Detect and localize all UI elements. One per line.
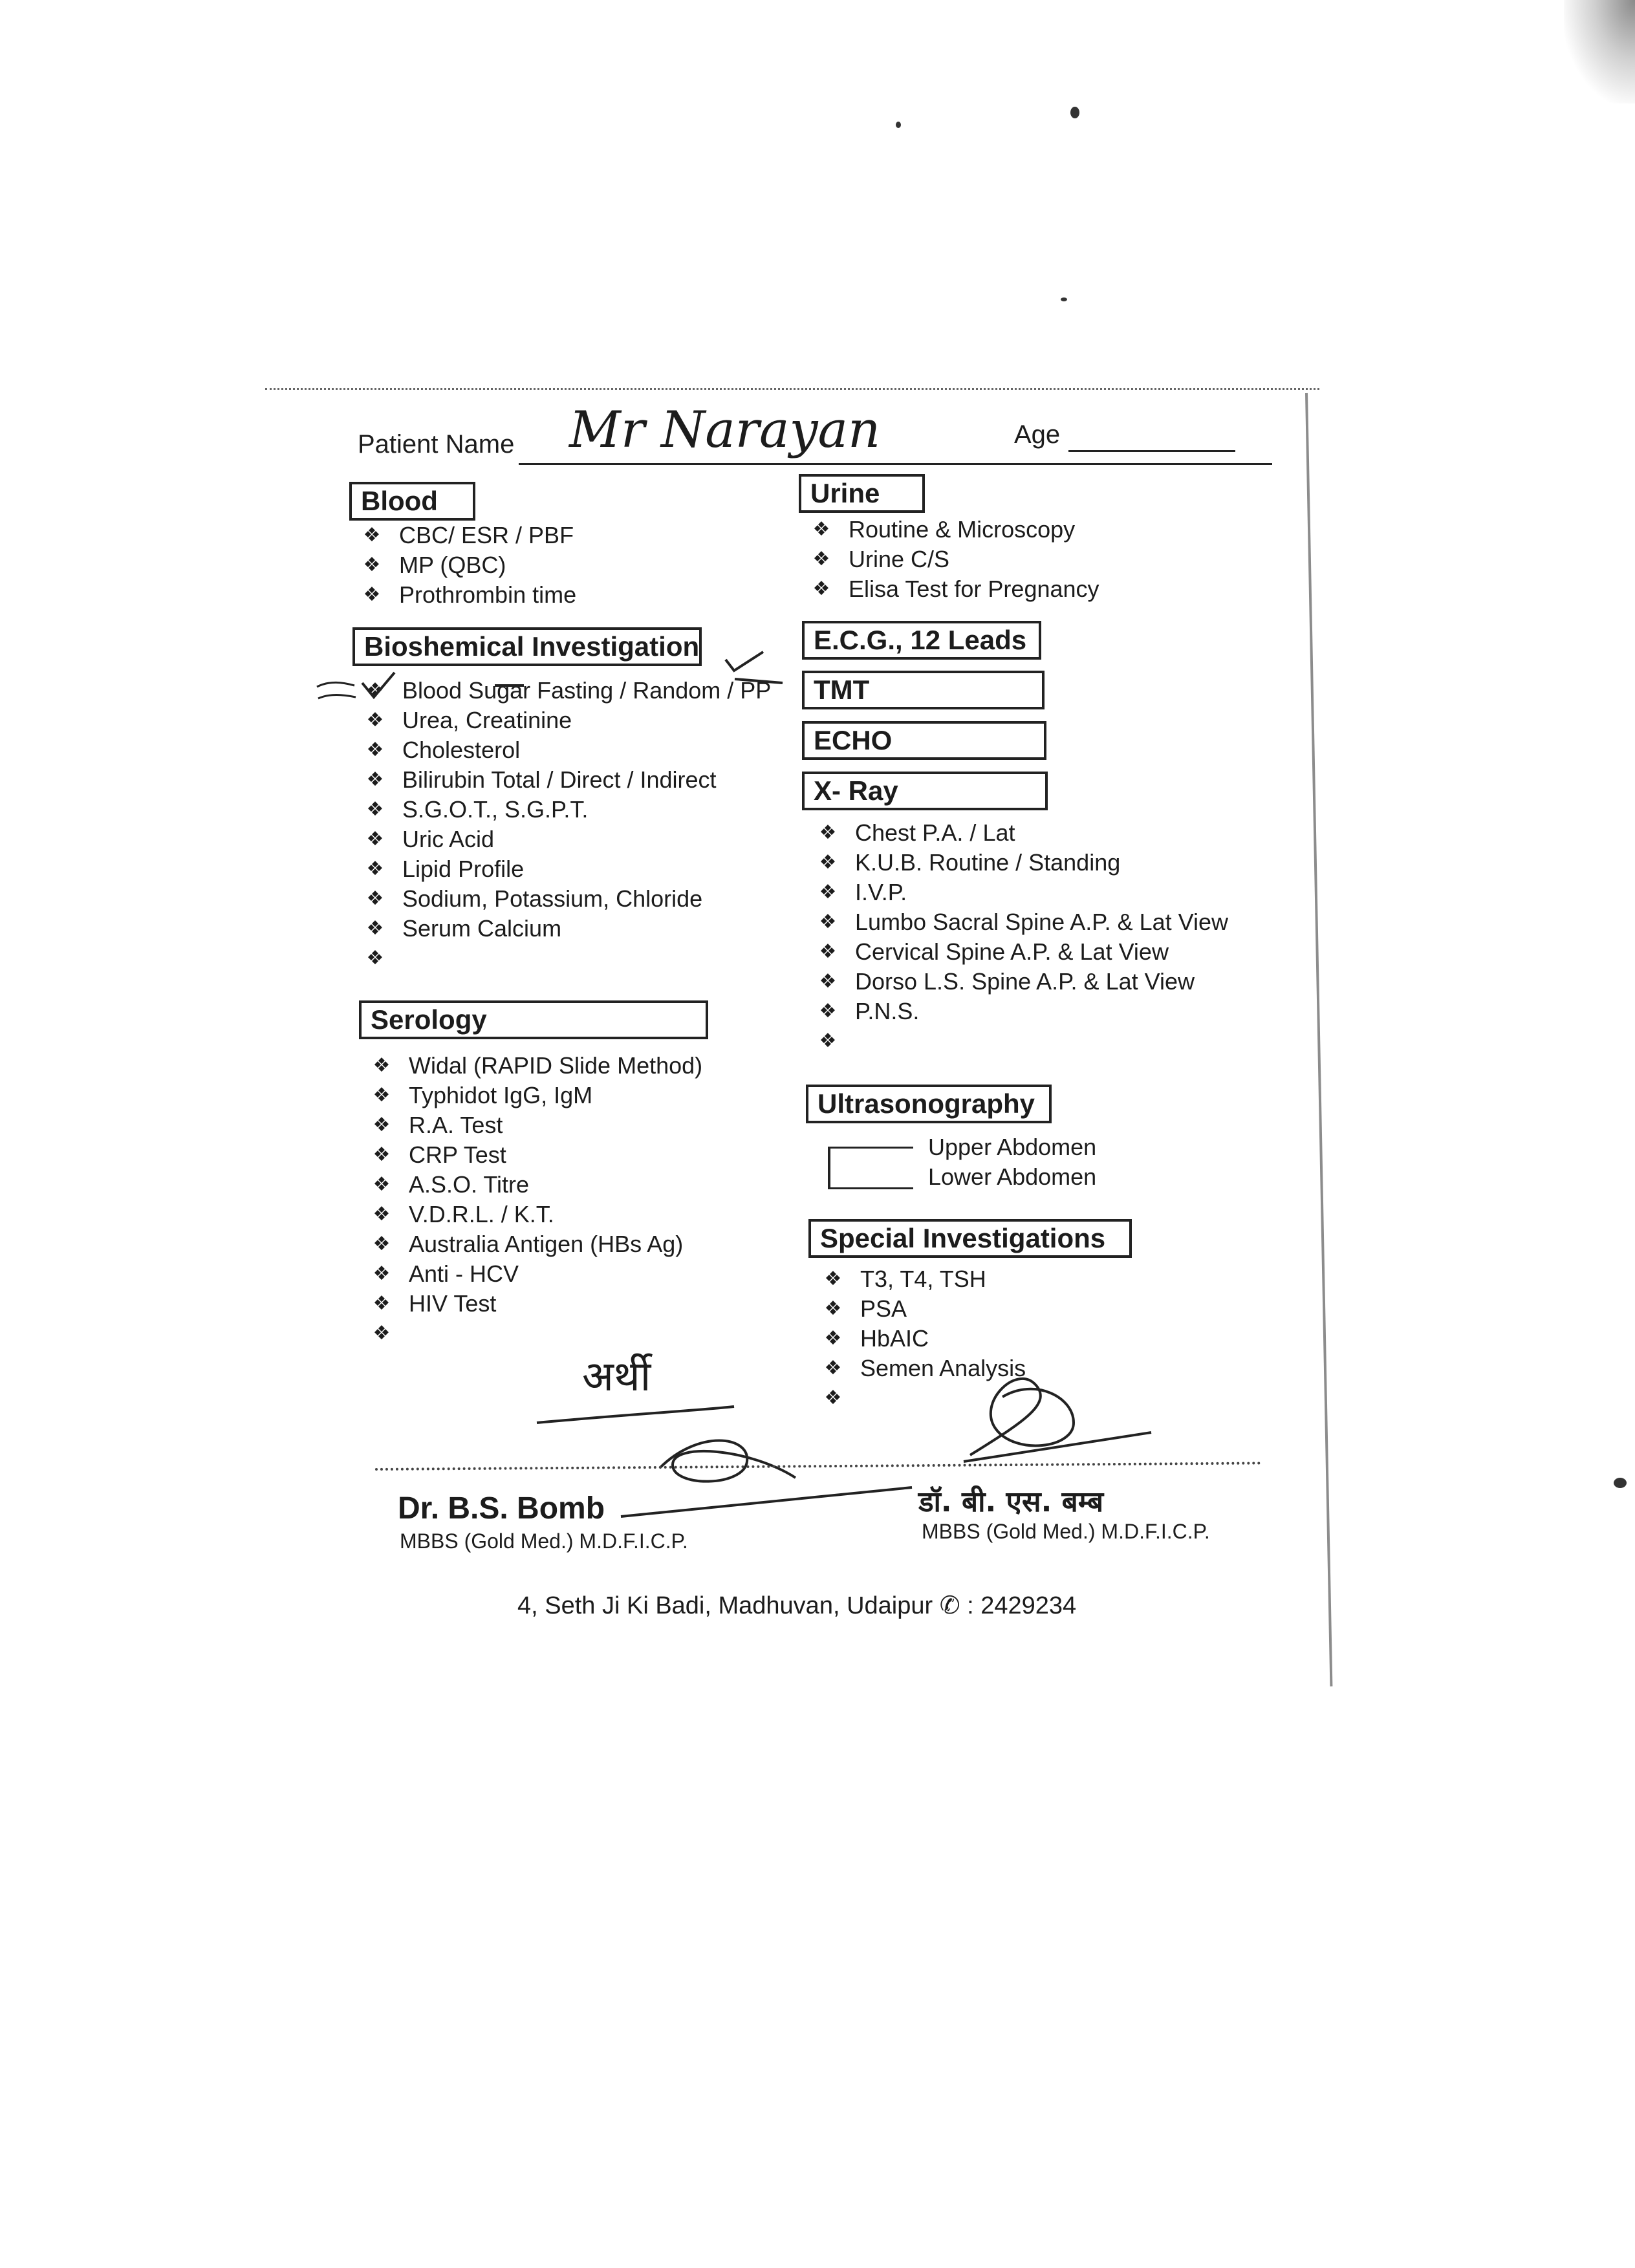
- list-item[interactable]: ❖ R.A. Test: [369, 1110, 702, 1140]
- list-item[interactable]: ❖ Uric Acid: [362, 825, 771, 854]
- list-item[interactable]: ❖ Bilirubin Total / Direct / Indirect: [362, 765, 771, 795]
- doctor-name-english: Dr. B.S. Bomb: [398, 1491, 605, 1526]
- bullet-icon: ❖: [366, 947, 384, 969]
- doctor-qualifications-hindi-side: MBBS (Gold Med.) M.D.F.I.C.P.: [922, 1520, 1210, 1543]
- bullet-icon: ❖: [819, 821, 837, 844]
- list-item[interactable]: ❖ Urine C/S: [808, 545, 1099, 574]
- scan-speck: [1614, 1478, 1627, 1488]
- list-item[interactable]: ❖ HIV Test: [369, 1289, 702, 1319]
- list-item[interactable]: ❖ V.D.R.L. / K.T.: [369, 1200, 702, 1229]
- list-item[interactable]: ❖ MP (QBC): [359, 550, 576, 580]
- signature-left: [621, 1441, 912, 1517]
- bullet-icon: ❖: [366, 709, 384, 731]
- clinic-address: 4, Seth Ji Ki Badi, Madhuvan, Udaipur ✆ : 2429234: [517, 1592, 1077, 1619]
- list-item[interactable]: ❖ Lipid Profile: [362, 854, 771, 884]
- bullet-icon: ❖: [363, 524, 381, 546]
- section-ultrasonography-title: Ultrasonography: [806, 1085, 1052, 1123]
- ultrasonography-upper[interactable]: Upper Abdomen: [928, 1134, 1097, 1160]
- bullet-icon: ❖: [363, 583, 381, 606]
- section-urine-title: Urine: [799, 474, 925, 513]
- section-echo-title: ECHO: [802, 721, 1046, 760]
- bullet-icon: ❖: [824, 1297, 842, 1320]
- bullet-icon: ❖: [824, 1357, 842, 1379]
- list-item[interactable]: ❖ Typhidot IgG, IgM: [369, 1081, 702, 1110]
- bullet-icon: ❖: [819, 970, 837, 993]
- list-item[interactable]: ❖ A.S.O. Titre: [369, 1170, 702, 1200]
- list-item[interactable]: ❖ Lumbo Sacral Spine A.P. & Lat View: [815, 907, 1228, 937]
- doctor-name-hindi: डॉ. बी. एस. बम्ब: [918, 1485, 1104, 1518]
- bullet-icon: ❖: [373, 1084, 391, 1107]
- bullet-icon: ❖: [373, 1322, 391, 1345]
- patient-name-label: Patient Name: [358, 430, 515, 459]
- list-item[interactable]: ❖ CRP Test: [369, 1140, 702, 1170]
- bullet-icon: ❖: [819, 851, 837, 874]
- bullet-icon: ❖: [812, 518, 830, 541]
- bullet-icon: ❖: [373, 1173, 391, 1196]
- scan-speck: [1061, 297, 1067, 301]
- age-label: Age: [1014, 420, 1061, 449]
- bullet-icon: ❖: [812, 548, 830, 570]
- list-item[interactable]: ❖ Cholesterol: [362, 735, 771, 765]
- bullet-icon: ❖: [373, 1262, 391, 1285]
- section-tmt-title: TMT: [802, 671, 1045, 709]
- list-item[interactable]: ❖ Australia Antigen (HBs Ag): [369, 1229, 702, 1259]
- list-item[interactable]: ❖ Routine & Microscopy: [808, 515, 1099, 545]
- bullet-icon: ❖: [819, 940, 837, 963]
- bullet-icon: ❖: [824, 1387, 842, 1409]
- bullet-icon: ❖: [366, 768, 384, 791]
- list-item[interactable]: ❖ Anti - HCV: [369, 1259, 702, 1289]
- bullet-icon: ❖: [366, 679, 384, 702]
- bullet-icon: ❖: [366, 828, 384, 850]
- bullet-icon: ❖: [366, 917, 384, 940]
- list-item[interactable]: ❖ Chest P.A. / Lat: [815, 818, 1228, 848]
- list-item[interactable]: ❖ Serum Calcium: [362, 914, 771, 944]
- list-item[interactable]: ❖ Sodium, Potassium, Chloride: [362, 884, 771, 914]
- bullet-icon: ❖: [366, 739, 384, 761]
- bullet-icon: ❖: [366, 887, 384, 910]
- doctor-qualifications-english: MBBS (Gold Med.) M.D.F.I.C.P.: [400, 1529, 688, 1553]
- bullet-icon: ❖: [819, 881, 837, 903]
- list-item[interactable]: ❖ CBC/ ESR / PBF: [359, 521, 576, 550]
- list-item[interactable]: ❖ PSA: [820, 1294, 1026, 1324]
- bullet-icon: ❖: [373, 1292, 391, 1315]
- bullet-icon: ❖: [366, 858, 384, 880]
- section-serology-title: Serology: [359, 1000, 708, 1039]
- scan-speck: [896, 122, 901, 128]
- patient-name-value: Mr Narayan: [569, 401, 881, 459]
- check-mark: [362, 673, 395, 697]
- bullet-icon: ❖: [373, 1054, 391, 1077]
- bullet-icon: ❖: [824, 1327, 842, 1350]
- hindi-handwritten-note: अर्थी: [582, 1353, 651, 1401]
- list-item[interactable]: ❖ S.G.O.T., S.G.P.T.: [362, 795, 771, 825]
- section-xray-title: X- Ray: [802, 772, 1048, 810]
- list-item[interactable]: ❖ Blood Sugar Fasting / Random / PP: [362, 676, 771, 706]
- scan-shadow: [1564, 0, 1635, 103]
- section-special-title: Special Investigations: [808, 1219, 1132, 1258]
- investigation-form: [259, 388, 1358, 1688]
- list-item[interactable]: ❖ Prothrombin time: [359, 580, 576, 610]
- list-item[interactable]: ❖ Elisa Test for Pregnancy: [808, 574, 1099, 604]
- margin-mark: [317, 682, 356, 698]
- bullet-icon: ❖: [366, 798, 384, 821]
- list-item[interactable]: ❖ Urea, Creatinine: [362, 706, 771, 735]
- signature-right: [964, 1379, 1151, 1462]
- scan-speck: [1070, 107, 1079, 118]
- list-item[interactable]: ❖ K.U.B. Routine / Standing: [815, 848, 1228, 878]
- section-ecg-title: E.C.G., 12 Leads: [802, 621, 1041, 660]
- bullet-icon: ❖: [363, 554, 381, 576]
- bullet-icon: ❖: [373, 1143, 391, 1166]
- random-tick-mark: [726, 652, 763, 671]
- list-item[interactable]: ❖ Widal (RAPID Slide Method): [369, 1051, 702, 1081]
- section-blood-title: Blood: [349, 482, 475, 521]
- bullet-icon: ❖: [819, 1000, 837, 1022]
- signature-underline: [537, 1407, 734, 1423]
- section-biochem-title: Bioshemical Investigation: [352, 627, 702, 666]
- list-item[interactable]: ❖ Dorso L.S. Spine A.P. & Lat View: [815, 967, 1228, 997]
- list-item[interactable]: ❖ P.N.S.: [815, 997, 1228, 1026]
- bullet-icon: ❖: [373, 1203, 391, 1226]
- list-item[interactable]: ❖ Cervical Spine A.P. & Lat View: [815, 937, 1228, 967]
- list-item[interactable]: ❖ HbAIC: [820, 1324, 1026, 1354]
- list-item[interactable]: ❖ I.V.P.: [815, 878, 1228, 907]
- bullet-icon: ❖: [373, 1114, 391, 1136]
- bullet-icon: ❖: [819, 911, 837, 933]
- list-item[interactable]: ❖ T3, T4, TSH: [820, 1264, 1026, 1294]
- bullet-icon: ❖: [824, 1268, 842, 1290]
- bullet-icon: ❖: [819, 1030, 837, 1052]
- pp-strikethrough: [735, 679, 783, 683]
- bullet-icon: ❖: [373, 1233, 391, 1255]
- bullet-icon: ❖: [812, 578, 830, 600]
- ultrasonography-lower[interactable]: Lower Abdomen: [928, 1163, 1097, 1190]
- list-item[interactable]: ❖ Semen Analysis: [820, 1354, 1026, 1383]
